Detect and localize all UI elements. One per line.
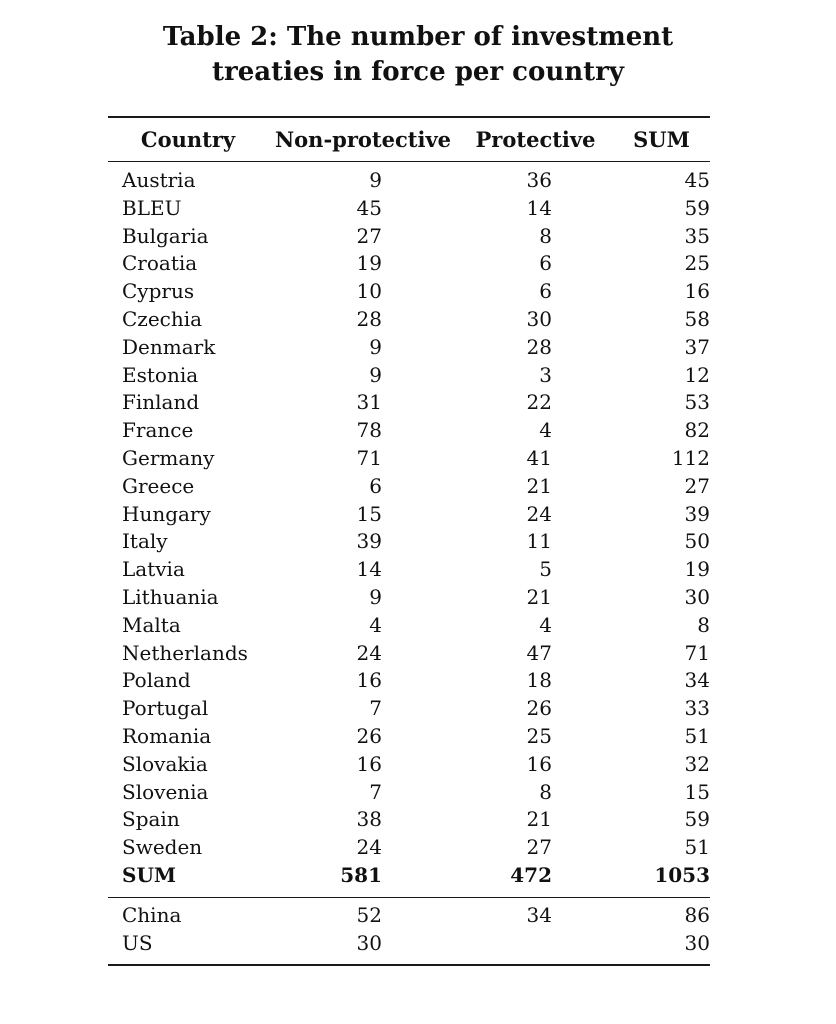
cell-protective: 3 (539, 362, 552, 387)
table-row (108, 834, 710, 862)
cell-sum: 19 (684, 557, 710, 582)
caption-line-1: Table 2: The number of investment (162, 22, 674, 52)
cell-nonprotective: 9 (369, 334, 382, 359)
cell-protective: 4 (539, 612, 552, 637)
column-header-country: Country (140, 126, 236, 152)
cell-nonprotective: 9 (369, 584, 382, 609)
sum-rule (108, 897, 710, 898)
cell-country: Netherlands (122, 640, 248, 665)
header-row (108, 117, 710, 161)
cell-nonprotective: 24 (356, 640, 382, 665)
cell-nonprotective: 24 (356, 835, 382, 860)
table-row (108, 667, 710, 695)
table-row (108, 167, 710, 195)
cell-country: Italy (122, 529, 168, 554)
table-row (108, 751, 710, 779)
table-row (108, 930, 710, 958)
cell-protective: 5 (539, 557, 552, 582)
cell-sum: 32 (684, 751, 710, 776)
table-row (108, 528, 710, 556)
cell-country: Finland (122, 390, 200, 415)
cell-sum: 59 (684, 807, 710, 832)
cell-nonprotective: 45 (356, 195, 382, 220)
cell-protective: 24 (526, 501, 552, 526)
cell-nonprotective: 78 (356, 418, 382, 443)
table-row (108, 806, 710, 834)
cell-country: Slovenia (122, 779, 209, 804)
cell-sum: 15 (684, 779, 710, 804)
cell-nonprotective: 30 (356, 930, 382, 955)
cell-country: Estonia (122, 362, 199, 387)
cell-sum: 86 (684, 903, 710, 927)
table-row (108, 473, 710, 501)
table-caption (0, 20, 836, 90)
cell-country: Portugal (122, 696, 209, 721)
cell-country: Germany (122, 445, 215, 470)
table-row (108, 612, 710, 640)
cell-protective: 22 (526, 390, 552, 415)
cell-nonprotective: 14 (356, 557, 382, 582)
cell-protective: 4 (539, 418, 552, 443)
cell-sum: 30 (684, 930, 710, 955)
cell-sum: 53 (684, 390, 710, 415)
cell-country: Czechia (122, 306, 203, 331)
table-row (108, 223, 710, 251)
table-row (108, 389, 710, 417)
header-rule (108, 161, 710, 162)
cell-nonprotective: 7 (369, 779, 382, 804)
cell-protective: 18 (526, 668, 552, 693)
cell-sum: 82 (684, 418, 710, 443)
cell-country: BLEU (122, 195, 182, 220)
cell-country: France (122, 418, 194, 443)
cell-country: Slovakia (122, 751, 208, 776)
cell-nonprotective: 71 (356, 445, 382, 470)
table-row (108, 417, 710, 445)
table-row (108, 779, 710, 807)
cell-country: Romania (122, 723, 212, 748)
table-body-others (108, 902, 710, 958)
cell-nonprotective: 28 (356, 306, 382, 331)
cell-nonprotective: 19 (356, 251, 382, 276)
cell-country: China (122, 903, 182, 927)
table-row (108, 556, 710, 584)
cell-country: Sweden (122, 835, 203, 860)
cell-nonprotective: 7 (369, 696, 382, 721)
table-row (108, 362, 710, 390)
table-row (108, 501, 710, 529)
cell-country: Austria (122, 168, 196, 192)
cell-protective: 47 (526, 640, 552, 665)
cell-protective: 6 (539, 279, 552, 304)
column-header-nonprotective: Non-protective (274, 126, 452, 152)
cell-nonprotective: 10 (356, 279, 382, 304)
cell-protective: 21 (526, 473, 552, 498)
table-header (108, 117, 710, 161)
cell-country: Croatia (122, 251, 198, 276)
column-header-sum: SUM (633, 126, 690, 152)
cell-sum: 45 (684, 168, 710, 192)
cell-sum: 33 (684, 696, 710, 721)
table-body (108, 167, 710, 890)
cell-country: Malta (122, 612, 181, 637)
cell-sum: 39 (684, 501, 710, 526)
cell-protective: 36 (526, 168, 552, 192)
table-row (108, 306, 710, 334)
cell-protective: 14 (526, 195, 552, 220)
cell-country: Latvia (122, 557, 185, 582)
cell-nonprotective: 31 (356, 390, 382, 415)
cell-nonprotective: 39 (356, 529, 382, 554)
table-row (108, 902, 710, 930)
cell-protective: 25 (526, 723, 552, 748)
cell-sum: 27 (684, 473, 710, 498)
table-row (108, 278, 710, 306)
cell-sum: 34 (684, 668, 710, 693)
cell-nonprotective: 16 (356, 668, 382, 693)
column-header-protective: Protective (475, 126, 596, 152)
cell-protective: 41 (526, 445, 552, 470)
table-row (108, 250, 710, 278)
cell-sum: 51 (684, 835, 710, 860)
cell-nonprotective: 4 (369, 612, 382, 637)
cell-sum: 12 (684, 362, 710, 387)
cell-protective: 26 (526, 696, 552, 721)
cell-country: Spain (122, 807, 180, 832)
cell-nonprotective: 9 (369, 168, 382, 192)
cell-protective: 6 (539, 251, 552, 276)
cell-country: US (122, 930, 153, 955)
table-row (108, 640, 710, 668)
cell-sum: 59 (684, 195, 710, 220)
cell-protective: 8 (539, 223, 552, 248)
cell-protective: 8 (539, 779, 552, 804)
total-row (108, 862, 710, 890)
cell-protective: 21 (526, 584, 552, 609)
cell-nonprotective: 27 (356, 223, 382, 248)
cell-sum: 25 (684, 251, 710, 276)
cell-sum: 50 (684, 529, 710, 554)
cell-sum: 1053 (654, 862, 710, 887)
cell-protective: 27 (526, 835, 552, 860)
cell-country: Greece (122, 473, 195, 498)
cell-sum: 71 (684, 640, 710, 665)
cell-nonprotective: 15 (356, 501, 382, 526)
cell-sum: 35 (684, 223, 710, 248)
table-row (108, 695, 710, 723)
cell-nonprotective: 52 (356, 903, 382, 927)
cell-sum: 112 (671, 445, 710, 470)
cell-sum: 30 (684, 584, 710, 609)
cell-protective: 30 (526, 306, 552, 331)
cell-country: Hungary (122, 501, 211, 526)
caption-line-2: treaties in force per country (212, 57, 624, 87)
cell-protective (382, 930, 552, 958)
bottom-rule (108, 964, 710, 966)
cell-country: Poland (122, 668, 191, 693)
cell-nonprotective: 38 (356, 807, 382, 832)
cell-country: Bulgaria (122, 223, 209, 248)
cell-nonprotective: 9 (369, 362, 382, 387)
table-row (108, 195, 710, 223)
table-row (108, 584, 710, 612)
cell-country: Cyprus (122, 279, 195, 304)
cell-protective: 472 (510, 862, 552, 887)
cell-nonprotective: 16 (356, 751, 382, 776)
cell-protective: 21 (526, 807, 552, 832)
table-row (108, 445, 710, 473)
cell-nonprotective: 26 (356, 723, 382, 748)
cell-sum: 58 (684, 306, 710, 331)
cell-sum: 51 (684, 723, 710, 748)
cell-sum: 16 (684, 279, 710, 304)
cell-nonprotective: 581 (340, 862, 382, 887)
cell-protective: 11 (526, 529, 552, 554)
cell-sum: 8 (697, 612, 710, 637)
cell-country: Denmark (122, 334, 216, 359)
cell-protective: 28 (526, 334, 552, 359)
table-row (108, 334, 710, 362)
cell-sum: 37 (684, 334, 710, 359)
cell-country: SUM (122, 862, 177, 887)
table-row (108, 723, 710, 751)
cell-protective: 16 (526, 751, 552, 776)
cell-country: Lithuania (122, 584, 219, 609)
cell-protective: 34 (526, 903, 552, 927)
cell-nonprotective: 6 (369, 473, 382, 498)
